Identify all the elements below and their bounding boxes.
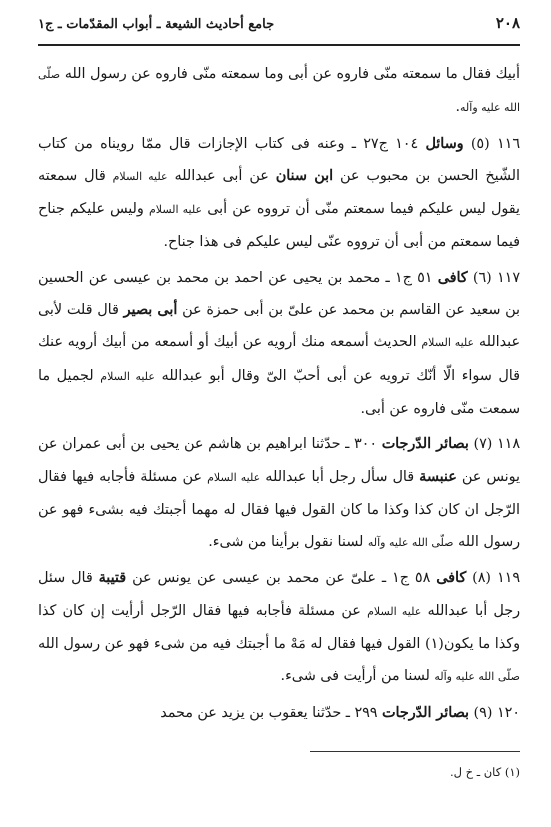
continued-paragraph bbox=[38, 58, 520, 125]
text-run: وليس عليكم جناح فيما سمعتم من أبى أن ترووه عنّى ليس عليكم فى هذا جناح. bbox=[38, 201, 520, 251]
running-title: جامع أحاديث الشيعة ـ أبواب المقدّمات ـ ج١ bbox=[38, 17, 275, 32]
text-run: ١٠٤ ج٢٧ ـ وعنه فى كتاب الإجازات قال ممّا رويناه من كتاب الشّيخ الحسن بن محبوب عن bbox=[38, 135, 520, 184]
narrator-name: أبى بصير bbox=[123, 302, 178, 319]
hadith-entry bbox=[38, 428, 520, 559]
hadith-entry bbox=[38, 562, 520, 693]
footnote: (١) كان ـ خ ل. bbox=[449, 765, 520, 779]
source-title: كافى bbox=[436, 570, 467, 587]
text-run: قال سأل رجل أبا عبدالله bbox=[260, 468, 420, 485]
book-page bbox=[38, 14, 520, 814]
text-run: لسنا من أرأيت فى شىء. bbox=[280, 668, 435, 685]
honorific: صلّى الله عليه وآله bbox=[38, 68, 520, 115]
honorific: عليه السلام bbox=[100, 369, 155, 383]
hadith-number: ١٢٠ (٩) bbox=[469, 704, 520, 721]
honorific: عليه السلام bbox=[421, 336, 475, 350]
honorific: عليه السلام bbox=[367, 604, 422, 618]
page-body bbox=[38, 58, 520, 729]
hadith-number: ١١٩ (٨) bbox=[466, 570, 521, 587]
source-title: بصائر الدّرجات bbox=[381, 436, 469, 453]
hadith-entry bbox=[38, 262, 520, 425]
text-run: لجميل ما سمعت منّى فاروه عن أبى. bbox=[38, 367, 520, 417]
honorific: عليه السلام bbox=[207, 470, 261, 484]
text-run: قال قلت لأبى عبدالله bbox=[38, 302, 520, 351]
text-run: قال سئل رجل أبا عبدالله bbox=[38, 570, 520, 619]
page-number: ٢٠٨ bbox=[495, 14, 520, 32]
hadith-entry bbox=[38, 128, 520, 259]
hadith-entry bbox=[38, 697, 520, 729]
hadith-number: ١١٦ (٥) bbox=[463, 135, 521, 152]
narrator-name: قتيبة bbox=[98, 570, 127, 587]
text-run: أبيك فقال ما سمعته منّى فاروه عن أبى وما سمعته منّى فاروه عن رسول الله bbox=[60, 66, 520, 82]
text-run: لسنا نقول برأينا من شىء. bbox=[208, 534, 368, 551]
hadith-number: ١١٧ (٦) bbox=[467, 269, 521, 286]
source-title: بصائر الدّرجات bbox=[382, 704, 470, 721]
footnote-divider bbox=[310, 751, 520, 752]
hadith-number: ١١٨ (٧) bbox=[468, 436, 521, 453]
honorific: صلّى الله عليه وآله bbox=[434, 670, 520, 684]
honorific: عليه السلام bbox=[112, 169, 168, 183]
text-run: ٥١ ج١ ـ محمد بن يحيى عن احمد بن محمد بن عيسى عن الحسين بن سعيد عن القاسم بن محمد عن علىّ بن أبى حمزة عن bbox=[38, 269, 520, 319]
text-run: ٥٨ ج١ ـ علىّ عن محمد بن عيسى عن يونس عن bbox=[126, 570, 437, 587]
text-run: ٢٩٩ ـ حدّثنا يعقوب بن يزيد عن محمد bbox=[160, 704, 383, 721]
text-run: الحديث أسمعه منك أرويه عن أبيك أو أسمعه من أبيك أرويه عنك قال سواء الّا أنّك ترويه عن أبى أحبّ الىّ وقال أبو عبدالله bbox=[38, 334, 520, 384]
text-run: عن أبى عبدالله bbox=[167, 167, 276, 184]
text-run: عن مسئلة فأجابه فيها فقال الرّجل ان كان كذا وكذا ما كان القول فيها فقال له مهما أجبتك فيه بشىء فهو عن رسول الله bbox=[38, 468, 520, 551]
narrator-name: ابن سنان bbox=[275, 167, 334, 184]
honorific: صلّى الله عليه وآله bbox=[367, 536, 454, 550]
text-run: ٣٠٠ ـ حدّثنا ابراهيم بن هاشم عن يحيى بن أبى عمران عن يونس عن bbox=[38, 436, 520, 485]
honorific: عليه السلام bbox=[148, 203, 203, 217]
text-run: . bbox=[455, 99, 461, 116]
text-run: قال سمعته يقول ليس عليكم فيما سمعتم منّى أن ترووه عن أبى bbox=[38, 167, 520, 218]
text-run: عن مسئلة فأجابه فيها فقال الرّجل أرأيت إن كان كذا وكذا ما يكون(١) القول فيها فقال له مَهْ ما أجبتك فيه من شىء فهو عن رسول الله bbox=[38, 602, 520, 653]
source-title: وسائل bbox=[425, 135, 464, 152]
narrator-name: عنبسة bbox=[419, 468, 457, 485]
page-header bbox=[38, 14, 520, 46]
source-title: كافى bbox=[437, 269, 468, 286]
